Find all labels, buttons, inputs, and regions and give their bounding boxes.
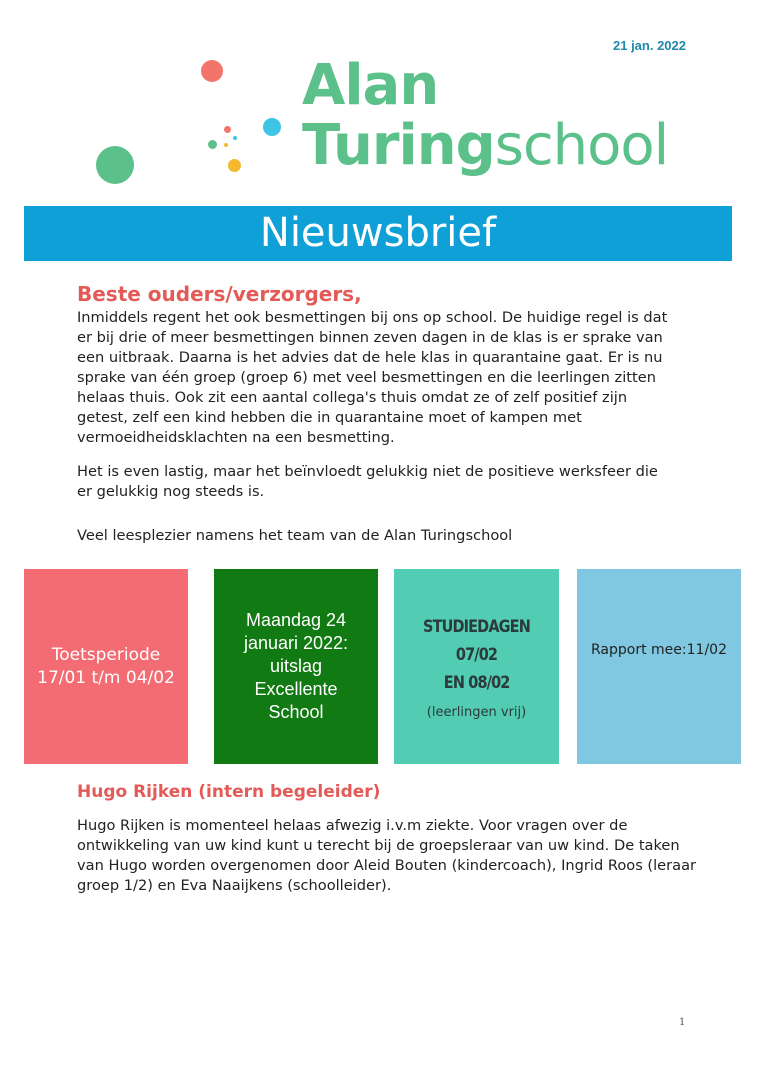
tile-rapport — [577, 569, 741, 764]
tile-studiedagen — [394, 569, 559, 764]
tile-toetsperiode — [24, 569, 188, 764]
logo-dot-yellow — [228, 159, 241, 172]
logo-dot-blue — [263, 118, 281, 136]
intro-paragraph-2: Het is even lastig, maar het beïnvloedt gelukkig niet de positieve werksfeer die er gelukkig nog steeds is. — [77, 463, 658, 500]
logo-wordmark — [302, 53, 669, 178]
tile-studiedagen-line1: STUDIEDAGEN 07/02 — [423, 617, 530, 665]
logo-dot-small-blue — [233, 136, 237, 140]
tile-studiedagen-note: (leerlingen vrij) — [426, 705, 527, 720]
logo-turing: Turing — [302, 113, 495, 178]
logo-school: school — [494, 113, 669, 178]
tile-excellente-line2: januari 2022: — [243, 633, 349, 653]
logo-dot-small-yellow — [224, 143, 228, 147]
logo-line-alan: Alan — [302, 53, 439, 118]
tile-excellente-line1: Maandag 24 — [245, 610, 347, 630]
page-number: 1 — [679, 1017, 686, 1028]
tile-excellente-school — [214, 569, 378, 764]
tile-excellente-line3: uitslag — [269, 656, 323, 676]
intro-paragraph-3: Veel leesplezier namens het team van de Alan Turingschool — [77, 527, 513, 544]
tile-rapport-line1: Rapport mee:11/02 — [591, 642, 727, 658]
tile-studiedagen-line2: EN 08/02 — [443, 673, 510, 693]
tile-toetsperiode-line1: Toetsperiode — [51, 644, 161, 665]
greeting-heading: Beste ouders/verzorgers, — [77, 282, 362, 306]
tile-toetsperiode-line2: 17/01 t/m 04/02 — [37, 667, 175, 688]
logo-dot-small-red — [224, 126, 231, 133]
hugo-section-paragraph: Hugo Rijken is momenteel helaas afwezig i.v.m ziekte. Voor vragen over de ontwikkeling van uw kind kunt u terecht bij de groepsleraar van uw kind. De taken van Hugo worden overgenomen door Aleid Bouten (kindercoach), Ingrid Roos (leraar groep 1/2) en Eva Naaijkens (schoolleider). — [77, 817, 697, 894]
intro-paragraph-1: Inmiddels regent het ook besmettingen bij ons op school. De huidige regel is dat er bij drie of meer besmettingen binnen zeven dagen in de klas is er sprake van een uitbraak. Daarna is het advies dat de hele klas in quarantaine gaat. Er is nu sprake van één groep (groep 6) met veel besmettingen en die leerlingen zitten helaas thuis. Ook zit een aantal collega's thuis omdat ze of zelf positief zijn getest, zelf een kind hebben die in quarantaine moet of kampen met vermoeidheidsklachten na een besmetting. — [77, 309, 668, 446]
logo-dot-green — [96, 146, 134, 184]
logo-dot-small-green — [208, 140, 217, 149]
newsletter-date: 21 jan. 2022 — [613, 38, 686, 53]
hugo-section-heading: Hugo Rijken (intern begeleider) — [77, 782, 381, 802]
logo-dot-red — [201, 60, 223, 82]
tile-excellente-line4: Excellente — [254, 679, 338, 699]
newsletter-banner: Nieuwsbrief — [24, 206, 732, 261]
logo-line-turingschool — [302, 113, 669, 178]
tile-excellente-line5: School — [268, 702, 324, 722]
